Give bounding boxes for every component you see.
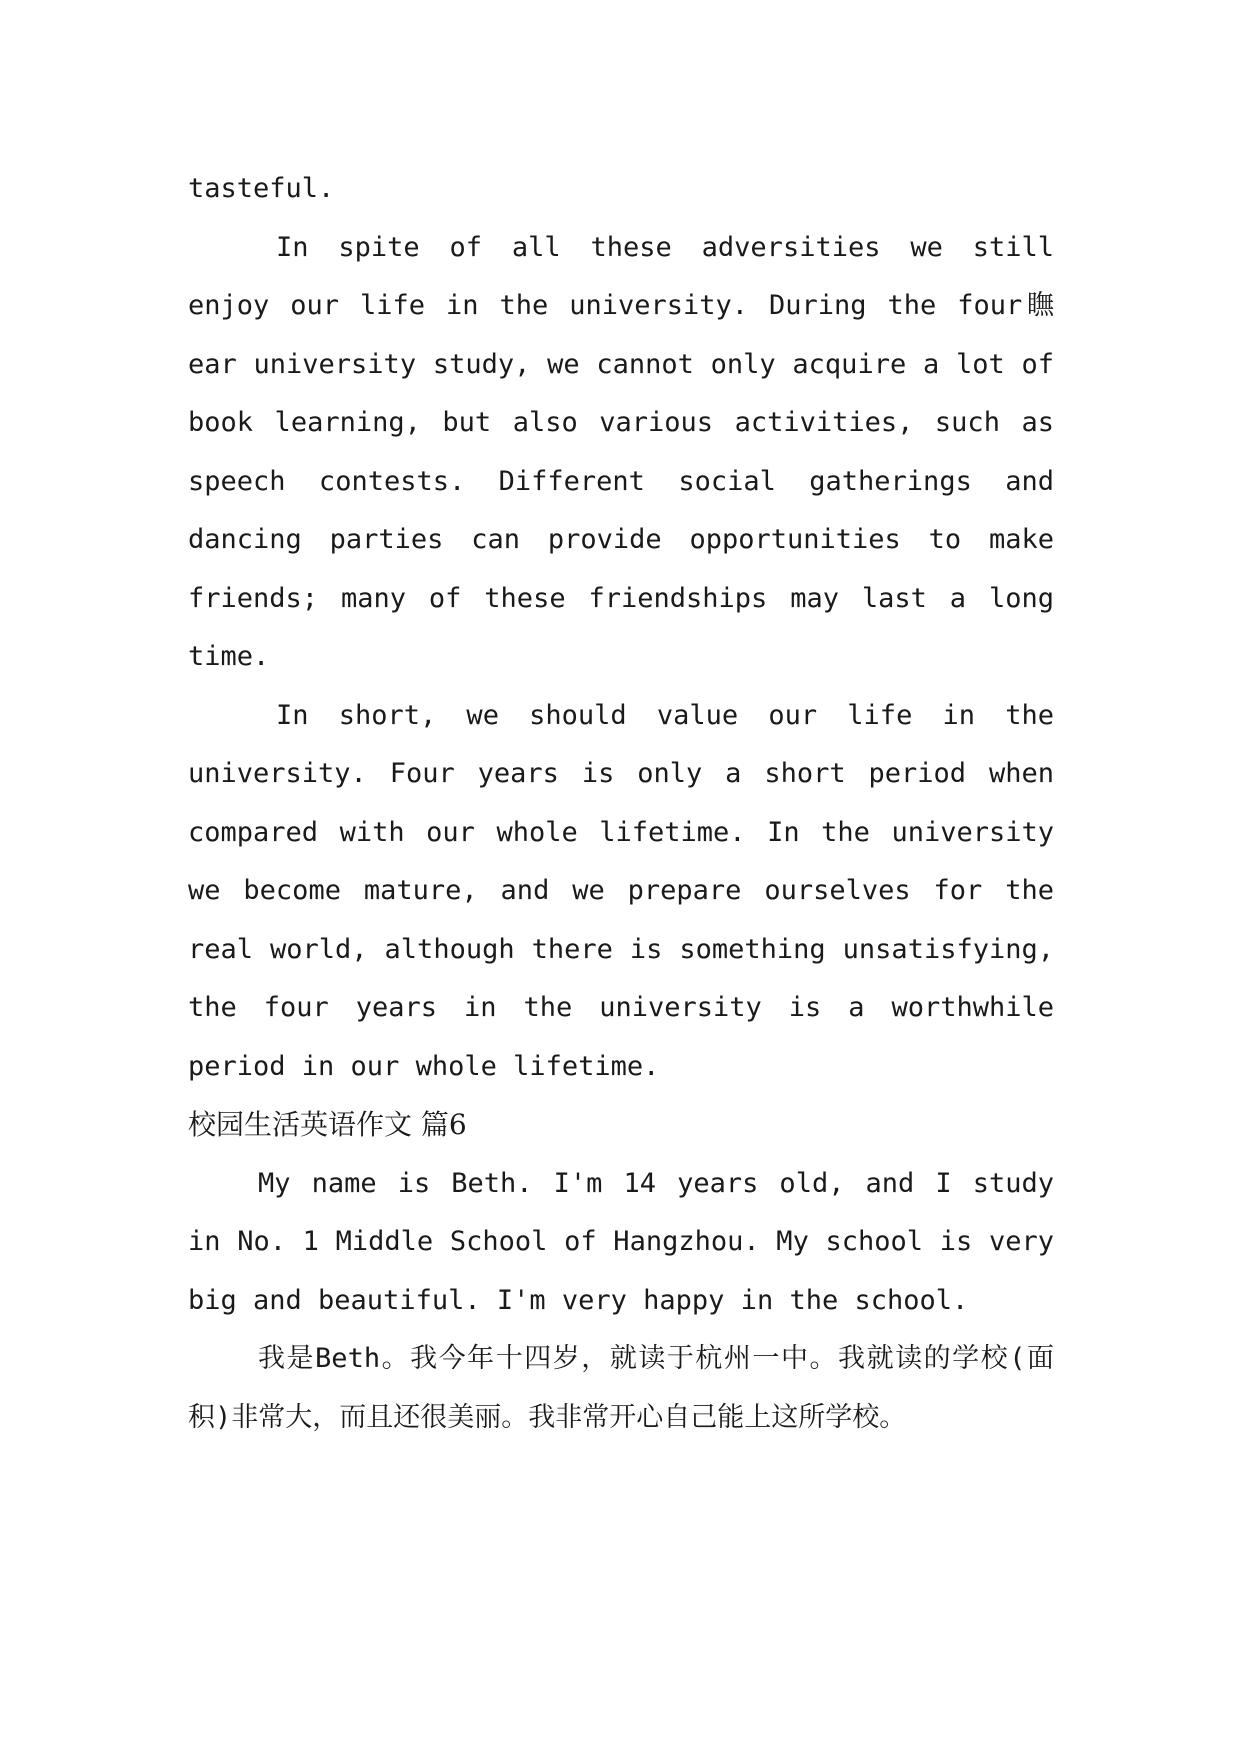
paragraph-beth-english: My name is Beth. I'm 14 years old, and I study in No. 1 Middle School of Hangzhou. My school is very big and beautiful. I'm very happy in the school. — [188, 1167, 1054, 1316]
section-heading: 校园生活英语作文 篇6 — [188, 1108, 467, 1141]
paragraph-continuation: tasteful. — [188, 173, 335, 204]
paragraph-conclusion: In short, we should value our life in the university. Four years is only a short period when compared with our whole lifetime. In the university we become mature, and we prepare ourselves for the real world, although there is something unsatisfying, the four years in the university is a worthwhile period in our whole lifetime. — [188, 699, 1054, 1082]
document-page — [188, 160, 1054, 1447]
paragraph-beth-chinese: 我是Beth。我今年十四岁，就读于杭州一中。我就读的学校(面积)非常大，而且还很美丽。我非常开心自己能上这所学校。 — [188, 1343, 1054, 1433]
paragraph-adversities: In spite of all these adversities we still enjoy our life in the university. During the four瞴ear university study, we cannot only acquire a lot of book learning, but also various activities, such as speech contests. Different social gatherings and dancing parties can provide opportunities to make friends; many of these friendships may last a long time. — [188, 231, 1054, 672]
